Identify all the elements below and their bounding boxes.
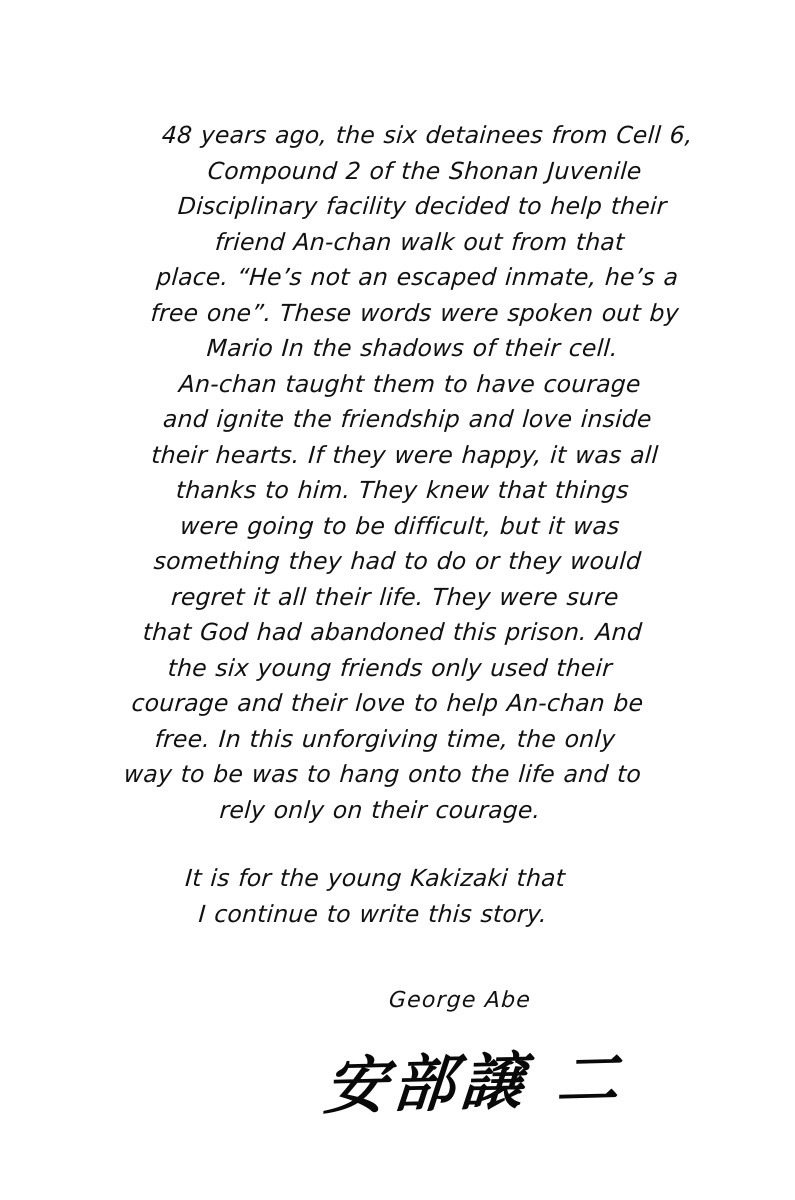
- afterword-body: [67, 118, 734, 932]
- paragraph-1: 48 years ago, the six detainees from Cell 6, Compound 2 of the Shonan Juvenile Disciplinary facility decided to help their friend An-chan walk out from that place. “He’s not an escaped inmate, he’s a free one”. These words were spoken out by Mario In the shadows of their cell. An-chan taught them to have courage and ignite the friendship and love inside their hearts. If they were happy, it was all thanks to him. They knew that things were going to be difficult, but it was something they had to do or they would regret it all their life. They were sure that God had abandoned this prison. And the six young friends only used their courage and their love to help An-chan be free. In this unforgiving time, the only way to be was to hang onto the life and to rely only on their courage.: [123, 121, 694, 824]
- author-signature-name: George Abe: [388, 988, 532, 1013]
- paragraph-2: It is for the young Kakizaki that I continue to write this story.: [184, 864, 567, 928]
- author-signature-kanji: 安部譲 二: [321, 1042, 628, 1123]
